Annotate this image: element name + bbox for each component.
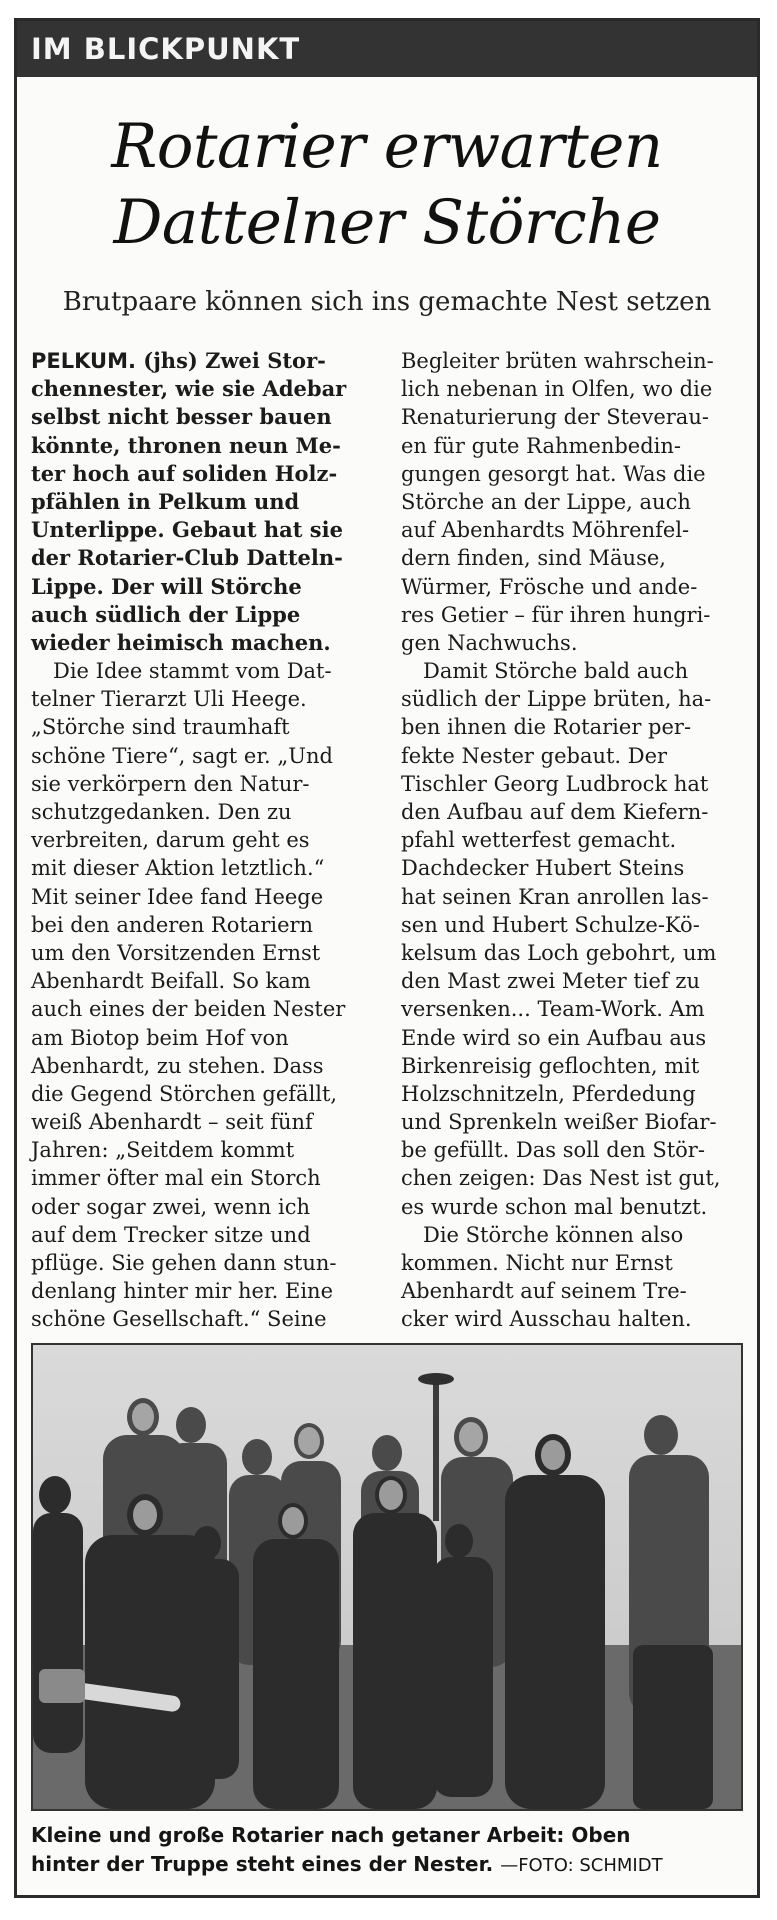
text-line-content: Lippe. Der will Störche — [31, 573, 302, 599]
text-line — [31, 995, 383, 1023]
text-line-content: bei den anderen Rotariern — [31, 912, 314, 937]
text-line-content: hat seinen Kran anrollen las- — [401, 884, 709, 909]
text-line — [401, 883, 749, 911]
text-line — [401, 1249, 749, 1277]
text-line — [31, 629, 383, 657]
newspaper-clipping — [14, 18, 760, 1898]
text-line-content: Begleiter brüten wahrschein- — [401, 349, 714, 373]
text-line-content: pfählen in Pelkum und — [31, 488, 300, 514]
text-line — [401, 657, 749, 685]
group-photo-illustration — [33, 1345, 741, 1809]
text-line — [31, 939, 383, 967]
text-line — [401, 826, 749, 854]
text-line-content: fekte Nester gebaut. Der — [401, 743, 668, 768]
text-line — [31, 742, 383, 770]
text-line-content: Tischler Georg Ludbrock hat — [401, 771, 709, 796]
text-line — [31, 460, 383, 488]
text-line — [31, 1108, 383, 1136]
text-line-content: Störche an der Lippe, auch — [401, 489, 691, 514]
text-line — [31, 601, 383, 629]
text-line-content: pflüge. Sie gehen dann stun- — [31, 1251, 337, 1275]
text-line-content: weiß Abenhardt – seit fünf — [31, 1110, 313, 1135]
text-line-content: Holzschnitzeln, Pferdedung — [401, 1081, 696, 1106]
text-line — [31, 403, 383, 431]
text-line-content: selbst nicht besser bauen — [31, 404, 332, 430]
headline-line-2: Dattelner Störche — [113, 187, 661, 258]
subheadline: Brutpaare können sich ins gemachte Nest setzen — [62, 287, 712, 317]
text-line — [31, 883, 383, 911]
text-line — [401, 544, 749, 572]
text-line-content: Würmer, Frösche und ande- — [401, 574, 698, 599]
text-line-content: chennester, wie sie Adebar — [31, 376, 347, 402]
text-line — [401, 685, 749, 713]
text-line — [401, 770, 749, 798]
text-line-content: pfahl wetterfest gemacht. — [401, 828, 677, 853]
text-line — [401, 1024, 749, 1052]
text-line — [31, 1136, 383, 1164]
text-line-content: lich nebenan in Olfen, wo die — [401, 377, 713, 402]
text-line-content: denlang hinter mir her. Eine — [31, 1279, 333, 1304]
text-line — [31, 1193, 383, 1221]
text-line-content: schöne Tiere“, sagt er. „Und — [31, 743, 333, 768]
text-line-content: oder sogar zwei, wenn ich — [31, 1194, 310, 1219]
text-line-content: versenken... Team-Work. Am — [401, 997, 705, 1022]
text-line — [31, 798, 383, 826]
section-label: IM BLICKPUNKT — [31, 32, 301, 66]
text-line — [401, 403, 749, 431]
text-line-content: auf Abenhardts Möhrenfel- — [401, 518, 690, 543]
group-photo — [31, 1343, 743, 1811]
text-line-content: res Getier – für ihren hungri- — [401, 602, 711, 627]
text-line-content: Abenhardt, zu stehen. Dass — [31, 1053, 324, 1078]
caption-text: hinter der Truppe steht eines der Nester. — [31, 1852, 494, 1876]
text-line-content: kommen. Nicht nur Ernst — [401, 1251, 673, 1275]
text-line-content: mit dieser Aktion letztlich.“ — [31, 856, 325, 881]
text-line — [401, 742, 749, 770]
text-line — [31, 488, 383, 516]
text-line — [31, 967, 383, 995]
text-line-content: „Störche sind traumhaft — [31, 715, 290, 740]
text-line-content: am Biotop beim Hof von — [31, 1025, 289, 1050]
text-line — [31, 1277, 383, 1305]
text-line-content: könnte, thronen neun Me- — [31, 432, 341, 458]
text-line — [401, 1305, 749, 1333]
text-line — [401, 1277, 749, 1305]
text-line — [31, 1080, 383, 1108]
photo-credit: —FOTO: SCHMIDT — [500, 1855, 663, 1876]
text-line — [31, 432, 383, 460]
text-line-content: Damit Störche bald auch — [423, 659, 689, 684]
text-line-content: den Mast zwei Meter tief zu — [401, 969, 700, 994]
text-line — [31, 347, 383, 375]
article-column-left — [31, 347, 383, 1334]
text-line — [401, 347, 749, 375]
text-line-content: verbreiten, darum geht es — [31, 828, 310, 853]
text-line — [31, 770, 383, 798]
text-line — [31, 1249, 383, 1277]
text-line — [31, 573, 383, 601]
text-line-content: Ende wird so ein Aufbau aus — [401, 1025, 707, 1050]
text-line-content: ter hoch auf soliden Holz- — [31, 460, 338, 486]
text-line-content: Dachdecker Hubert Steins — [401, 856, 685, 881]
text-line-content: kelsum das Loch gebohrt, um — [401, 940, 717, 965]
text-line — [31, 1164, 383, 1192]
text-line-content: Unterlippe. Gebaut hat sie — [31, 517, 343, 543]
text-line — [401, 798, 749, 826]
text-line — [401, 1080, 749, 1108]
photo-caption — [31, 1821, 747, 1880]
text-line-content: um den Vorsitzenden Ernst — [31, 940, 321, 965]
text-line — [401, 1108, 749, 1136]
text-line-content: en für gute Rahmenbedin- — [401, 433, 682, 458]
text-line-content: telner Tierarzt Uli Heege. — [31, 687, 307, 712]
text-line — [401, 1221, 749, 1249]
text-line-content: gen Nachwuchs. — [401, 630, 578, 655]
text-line — [401, 911, 749, 939]
article-column-right — [401, 347, 749, 1334]
text-line — [31, 1305, 383, 1333]
text-line — [31, 544, 383, 572]
text-line-content: (jhs) Zwei Stor- — [143, 348, 326, 373]
text-line-content: Die Störche können also — [423, 1222, 684, 1247]
text-line — [31, 854, 383, 882]
text-line — [401, 375, 749, 403]
text-line-content: Mit seiner Idee fand Heege — [31, 884, 324, 909]
text-line-content: schutzgedanken. Den zu — [31, 800, 292, 824]
text-line-content: immer öfter mal ein Storch — [31, 1166, 321, 1191]
text-line-content: be gefüllt. Das soll den Stör- — [401, 1138, 705, 1163]
text-line — [401, 516, 749, 544]
text-line-content: Abenhardt auf seinem Tre- — [401, 1279, 687, 1304]
text-line — [31, 1052, 383, 1080]
text-line — [31, 657, 383, 685]
text-line-content: auf dem Trecker sitze und — [31, 1222, 311, 1247]
text-line-content: chen zeigen: Das Nest ist gut, — [401, 1166, 721, 1191]
caption-line-1: Kleine und große Rotarier nach getaner Arbeit: Oben — [31, 1823, 631, 1847]
text-line — [31, 713, 383, 741]
text-line-content: auch eines der beiden Nester — [31, 997, 346, 1022]
text-line-content: cker wird Ausschau halten. — [401, 1307, 692, 1332]
text-line — [401, 713, 749, 741]
text-line — [401, 432, 749, 460]
caption-line-2 — [31, 1850, 747, 1880]
text-line-content: es wurde schon mal benutzt. — [401, 1194, 708, 1219]
text-line-content: wieder heimisch machen. — [31, 629, 331, 655]
text-line — [401, 629, 749, 657]
text-line-content: Renaturierung der Steverau- — [401, 405, 709, 430]
text-line-content: auch südlich der Lippe — [31, 601, 301, 627]
text-line — [401, 1136, 749, 1164]
text-line-content: Jahren: „Seitdem kommt — [31, 1138, 295, 1163]
text-line — [31, 911, 383, 939]
text-line — [401, 601, 749, 629]
text-line — [401, 995, 749, 1023]
text-line-content: und Sprenkeln weißer Biofar- — [401, 1110, 717, 1135]
text-line-content: die Gegend Störchen gefällt, — [31, 1081, 338, 1106]
text-line-content: südlich der Lippe brüten, ha- — [401, 687, 712, 712]
text-line — [401, 967, 749, 995]
text-line-content: gungen gesorgt hat. Was die — [401, 461, 706, 486]
text-line — [401, 854, 749, 882]
text-line-content: Abenhardt Beifall. So kam — [31, 969, 311, 994]
text-line-content: der Rotarier-Club Datteln- — [31, 545, 343, 571]
text-line — [31, 685, 383, 713]
text-line-content: ben ihnen die Rotarier per- — [401, 715, 692, 740]
text-line — [401, 1164, 749, 1192]
section-header-bar — [17, 21, 757, 77]
text-line — [401, 939, 749, 967]
text-line-content: sen und Hubert Schulze-Kö- — [401, 912, 700, 937]
headline-line-1: Rotarier erwarten — [111, 111, 663, 182]
text-line-content: dern finden, sind Mäuse, — [401, 546, 666, 571]
text-line — [31, 375, 383, 403]
text-line-content: Die Idee stammt vom Dat- — [53, 659, 332, 684]
text-line — [401, 573, 749, 601]
text-line — [401, 1193, 749, 1221]
text-line-content: schöne Gesellschaft.“ Seine — [31, 1307, 327, 1332]
text-line — [31, 1221, 383, 1249]
text-line — [31, 826, 383, 854]
dateline: PELKUM. — [31, 349, 136, 373]
text-line-content: sie verkörpern den Natur- — [31, 771, 310, 796]
text-line — [401, 488, 749, 516]
text-line — [401, 460, 749, 488]
text-line — [31, 1024, 383, 1052]
text-line — [31, 516, 383, 544]
text-line-content: den Aufbau auf dem Kiefern- — [401, 800, 709, 824]
text-line-content: Birkenreisig geflochten, mit — [401, 1053, 700, 1078]
text-line — [401, 1052, 749, 1080]
